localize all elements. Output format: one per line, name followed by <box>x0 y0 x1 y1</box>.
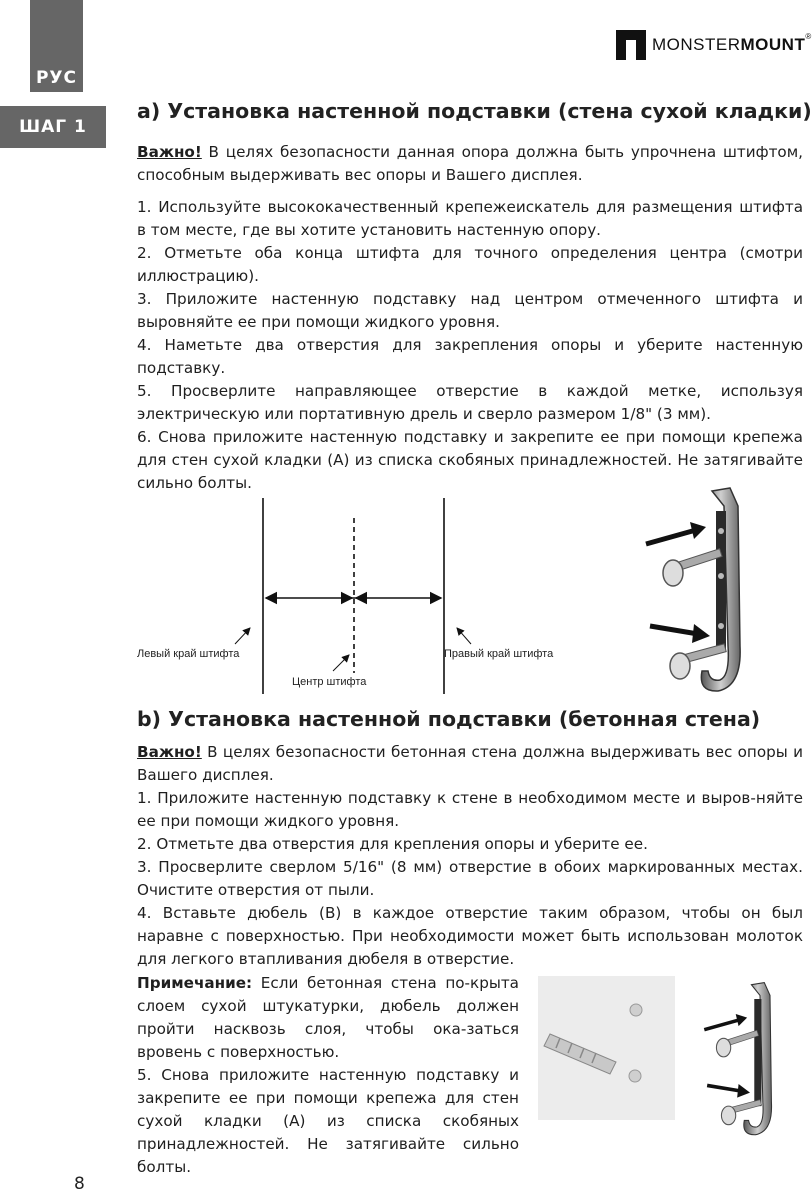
step-item: 4. Вставьте дюбель (В) в каждое отверстие таким образом, чтобы он был наравне с поверхностью. При необходимости может быть использован молоток для легкого втапливания дюбеля в отверстие. <box>137 904 803 968</box>
brand-wordmark: MONSTERMOUNT® <box>652 32 812 54</box>
important-label: Важно! <box>137 743 202 761</box>
left-label-pointer <box>235 628 250 644</box>
step-tab: ШАГ 1 <box>0 106 106 148</box>
pointer-arrow-upper <box>646 530 696 544</box>
important-label: Важно! <box>137 143 202 161</box>
pointer-arrow-lower <box>650 626 698 634</box>
step-item: 5. Просверлите направляющее отверстие в каждой метке, используя электрическую или портативную дрель и сверло размером 1/8" (3 мм). <box>137 382 803 423</box>
step-item: 1. Используйте высококачественный крепежеискатель для размещения штифта в том месте, где вы хотите установить настенную опору. <box>137 198 803 239</box>
step-item: 2. Отметьте два отверстия для крепления опоры и уберите ее. <box>137 835 648 853</box>
step-item: 1. Приложите настенную подставку к стене в необходимом месте и выров-няйте ее при помощи жидкого уровня. <box>137 789 803 830</box>
stud-diagram-lines <box>137 498 597 694</box>
note-paragraph: Примечание: Если бетонная стена по-крыта слоем сухой штукатурки, дюбель должен пройти насквозь слоя, чтобы ока-заться вровень с поверхностью. <box>137 974 519 1061</box>
stud-diagram <box>137 498 597 694</box>
right-label-pointer <box>457 628 471 644</box>
section-a-title: a) Установка настенной подставки (стена сухой кладки) <box>137 99 812 123</box>
note-label: Примечание: <box>137 974 253 992</box>
step-item: 3. Приложите настенную подставку над центром отмеченного штифта и выровняйте ее при помощи жидкого уровня. <box>137 290 803 331</box>
left-edge-label: Левый край штифта <box>137 648 240 660</box>
center-label: Центр штифта <box>292 676 367 688</box>
language-tab: РУС <box>30 0 83 92</box>
anchor-photo <box>538 976 675 1120</box>
step-item: 6. Снова приложите настенную подставку и закрепите ее при помощи крепежа для стен сухой кладки (А) из списка скобяных принадлежностей. Не затягивайте сильно болты. <box>137 428 803 492</box>
note-block <box>137 972 519 1179</box>
right-edge-label: Правый край штифта <box>444 648 554 660</box>
section-b-title: b) Установка настенной подставки (бетонная стена) <box>137 707 761 731</box>
brand-logo <box>616 30 812 60</box>
step-item: 4. Наметьте два отверстия для закрепления опоры и уберите настенную подставку. <box>137 336 803 377</box>
bracket-photo-concrete <box>700 950 800 1168</box>
section-b-body <box>137 741 803 971</box>
logo-mark-icon <box>616 30 646 60</box>
page-number: 8 <box>74 1174 85 1194</box>
step-item: 5. Снова приложите настенную подставку и закрепите ее при помощи крепежа для стен сухой кладки (А) из списка скобяных принадлежностей. Не затягивайте сильно болты. <box>137 1066 519 1176</box>
bracket-photo-drywall <box>640 486 780 694</box>
important-paragraph: Важно! В целях безопасности данная опора должна быть упрочнена штифтом, способным выдерживать вес опоры и Вашего дисплея. <box>137 143 803 184</box>
section-a-body <box>137 141 803 495</box>
step-item: 2. Отметьте оба конца штифта для точного определения центра (смотри иллюстрацию). <box>137 244 803 285</box>
step-item: 3. Просверлите сверлом 5/16" (8 мм) отверстие в обоих маркированных местах. Очистите отверстия от пыли. <box>137 858 803 899</box>
important-paragraph: Важно! В целях безопасности бетонная стена должна выдерживать вес опоры и Вашего дисплея. <box>137 743 803 784</box>
center-label-pointer <box>333 655 349 671</box>
